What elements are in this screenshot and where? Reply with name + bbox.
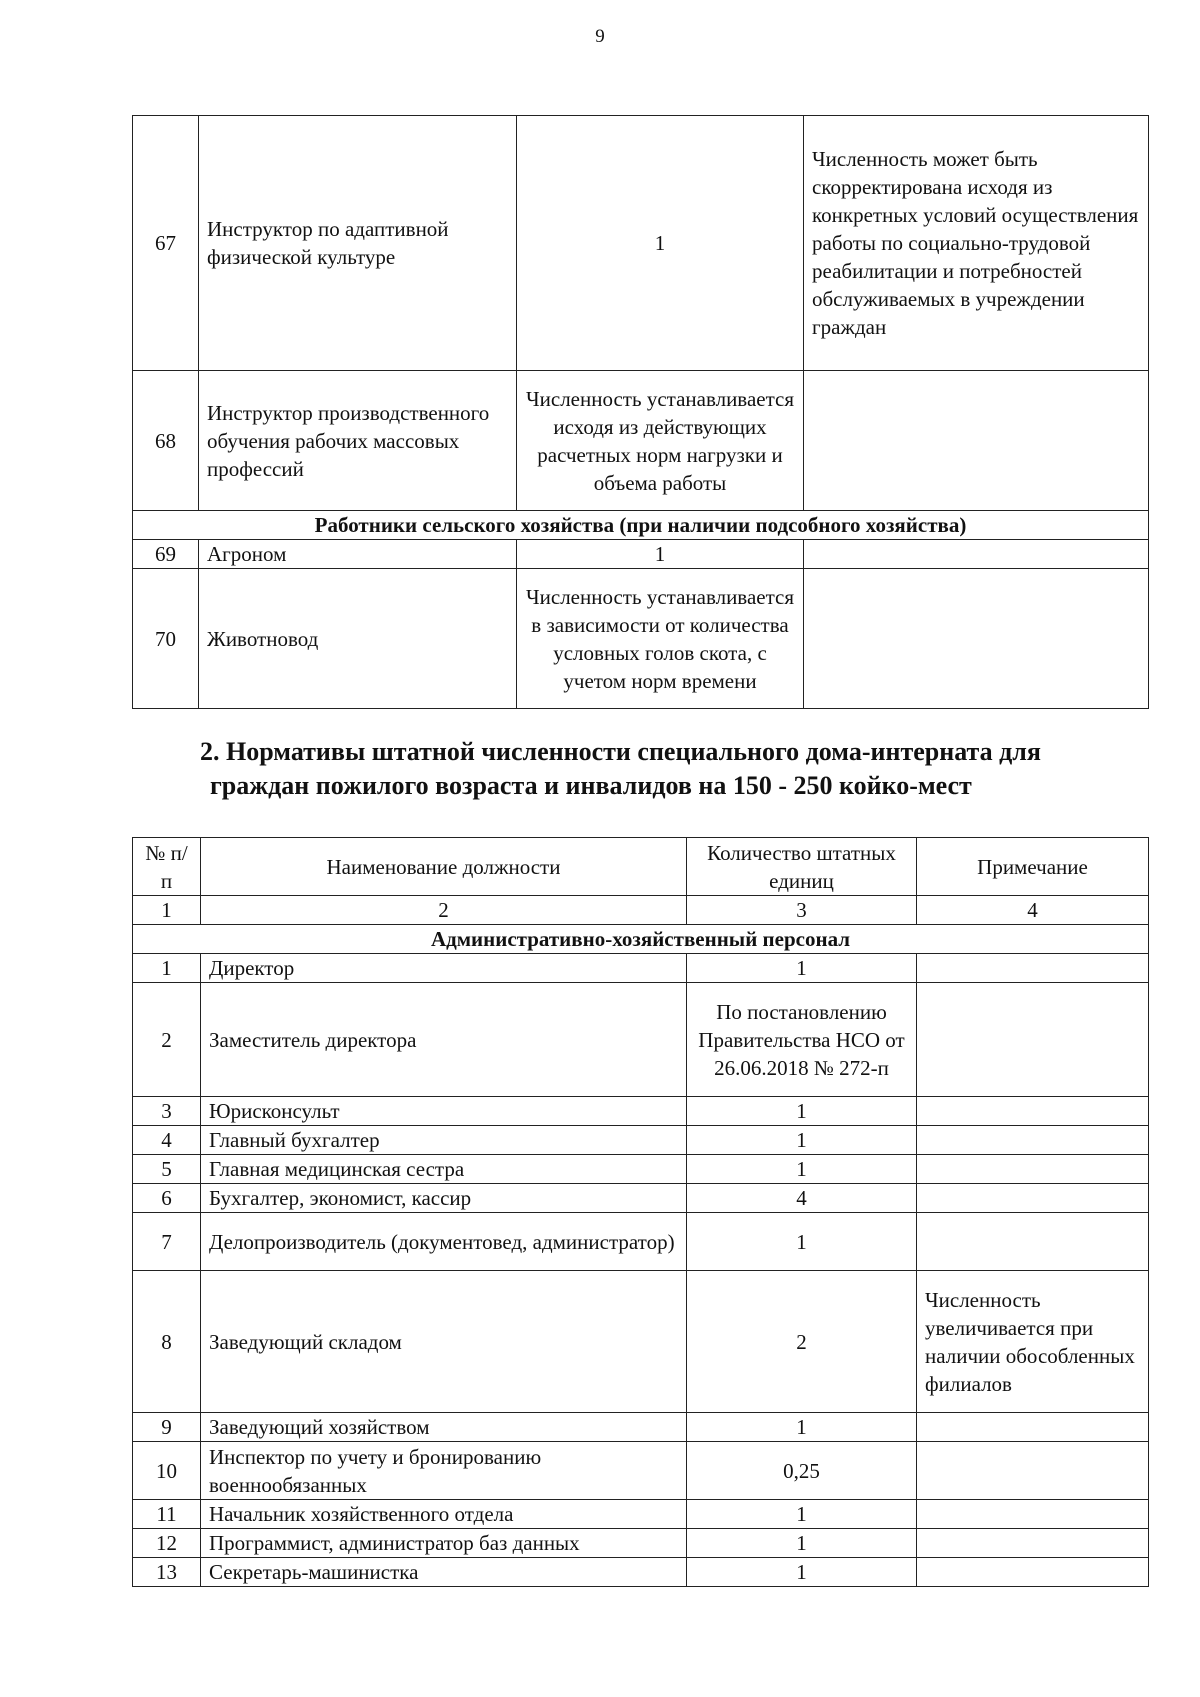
- row-number: 69: [133, 540, 199, 569]
- table-row: [133, 1213, 1149, 1271]
- table-row: [133, 1126, 1149, 1155]
- note: [917, 1529, 1149, 1558]
- staffing-table-continued: [132, 115, 1149, 709]
- staff-count: 1: [687, 1529, 917, 1558]
- note: [917, 1558, 1149, 1587]
- section-row: [133, 925, 1149, 954]
- staff-count: 4: [687, 1184, 917, 1213]
- staff-count: По постановлению Правительства НСО от 26.06.2018 № 272-п: [687, 983, 917, 1097]
- position-name: Юрисконсульт: [201, 1097, 687, 1126]
- header-note: Примечание: [917, 838, 1149, 896]
- row-number: 3: [133, 1097, 201, 1126]
- section-title: Административно-хозяйственный персонал: [133, 925, 1149, 954]
- position-name: Директор: [201, 954, 687, 983]
- staff-count: 1: [687, 1413, 917, 1442]
- table-row: [133, 371, 1149, 511]
- note: [917, 1442, 1149, 1500]
- staffing-table: [132, 837, 1149, 1587]
- row-number: 7: [133, 1213, 201, 1271]
- note: [917, 1097, 1149, 1126]
- note: [804, 371, 1149, 511]
- column-number: 1: [133, 896, 201, 925]
- position-name: Программист, администратор баз данных: [201, 1529, 687, 1558]
- column-number-row: [133, 896, 1149, 925]
- header-name: Наименование должности: [201, 838, 687, 896]
- staff-count: 1: [687, 1097, 917, 1126]
- note: [917, 1413, 1149, 1442]
- table-row: [133, 1184, 1149, 1213]
- position-name: Главная медицинская сестра: [201, 1155, 687, 1184]
- table-row: [133, 540, 1149, 569]
- table-row: [133, 1097, 1149, 1126]
- row-number: 9: [133, 1413, 201, 1442]
- position-name: Заведующий складом: [201, 1271, 687, 1413]
- row-number: 68: [133, 371, 199, 511]
- position-name: Секретарь-машинистка: [201, 1558, 687, 1587]
- row-number: 1: [133, 954, 201, 983]
- staff-count: 1: [687, 1500, 917, 1529]
- column-number: 2: [201, 896, 687, 925]
- note: Численность может быть скорректирована исходя из конкретных условий осуществления работы по социально-трудовой реабилитации и потребностей обслуживаемых в учреждении граждан: [804, 116, 1149, 371]
- column-number: 3: [687, 896, 917, 925]
- row-number: 6: [133, 1184, 201, 1213]
- section-row: [133, 511, 1149, 540]
- position-name: Бухгалтер, экономист, кассир: [201, 1184, 687, 1213]
- note: [917, 1184, 1149, 1213]
- staff-count: 1: [687, 954, 917, 983]
- heading-line-1: 2. Нормативы штатной численности специального дома-интерната для: [200, 737, 1041, 766]
- header-row: [133, 838, 1149, 896]
- table-row: [133, 116, 1149, 371]
- position-name: Делопроизводитель (документовед, администратор): [201, 1213, 687, 1271]
- row-number: 5: [133, 1155, 201, 1184]
- table-row: [133, 983, 1149, 1097]
- note: [917, 1126, 1149, 1155]
- position-name: Начальник хозяйственного отдела: [201, 1500, 687, 1529]
- note: [917, 954, 1149, 983]
- header-number: № п/п: [133, 838, 201, 896]
- note: [917, 1213, 1149, 1271]
- table-row: [133, 1271, 1149, 1413]
- staff-count: 1: [687, 1558, 917, 1587]
- staff-count: 1: [687, 1155, 917, 1184]
- column-number: 4: [917, 896, 1149, 925]
- position-name: Заместитель директора: [201, 983, 687, 1097]
- staff-count: 0,25: [687, 1442, 917, 1500]
- row-number: 67: [133, 116, 199, 371]
- staff-count: 2: [687, 1271, 917, 1413]
- row-number: 2: [133, 983, 201, 1097]
- note: [917, 1155, 1149, 1184]
- row-number: 10: [133, 1442, 201, 1500]
- section-heading: [200, 735, 1160, 803]
- note: [804, 540, 1149, 569]
- position-name: Инструктор производственного обучения рабочих массовых профессий: [199, 371, 517, 511]
- note: [917, 1500, 1149, 1529]
- note: [804, 569, 1149, 709]
- table-row: [133, 1155, 1149, 1184]
- table-row: [133, 1413, 1149, 1442]
- staff-count: Численность устанавливается в зависимости от количества условных голов скота, с учетом норм времени: [517, 569, 804, 709]
- row-number: 11: [133, 1500, 201, 1529]
- table-row: [133, 954, 1149, 983]
- staff-count: 1: [687, 1126, 917, 1155]
- staff-count: 1: [517, 116, 804, 371]
- table-row: [133, 569, 1149, 709]
- table-row: [133, 1442, 1149, 1500]
- staff-count: Численность устанавливается исходя из действующих расчетных норм нагрузки и объема работы: [517, 371, 804, 511]
- row-number: 4: [133, 1126, 201, 1155]
- note: Численность увеличивается при наличии обособленных филиалов: [917, 1271, 1149, 1413]
- note: [917, 983, 1149, 1097]
- position-name: Заведующий хозяйством: [201, 1413, 687, 1442]
- staff-count: 1: [687, 1213, 917, 1271]
- row-number: 12: [133, 1529, 201, 1558]
- heading-line-2: граждан пожилого возраста и инвалидов на 150 - 250 койко-мест: [210, 771, 972, 800]
- position-name: Животновод: [199, 569, 517, 709]
- page-number: 9: [595, 26, 605, 47]
- staff-count: 1: [517, 540, 804, 569]
- row-number: 70: [133, 569, 199, 709]
- table-row: [133, 1558, 1149, 1587]
- position-name: Инспектор по учету и бронированию военнообязанных: [201, 1442, 687, 1500]
- row-number: 8: [133, 1271, 201, 1413]
- table-row: [133, 1500, 1149, 1529]
- section-title: Работники сельского хозяйства (при наличии подсобного хозяйства): [133, 511, 1149, 540]
- row-number: 13: [133, 1558, 201, 1587]
- position-name: Главный бухгалтер: [201, 1126, 687, 1155]
- position-name: Инструктор по адаптивной физической культуре: [199, 116, 517, 371]
- position-name: Агроном: [199, 540, 517, 569]
- table-row: [133, 1529, 1149, 1558]
- header-qty: Количество штатных единиц: [687, 838, 917, 896]
